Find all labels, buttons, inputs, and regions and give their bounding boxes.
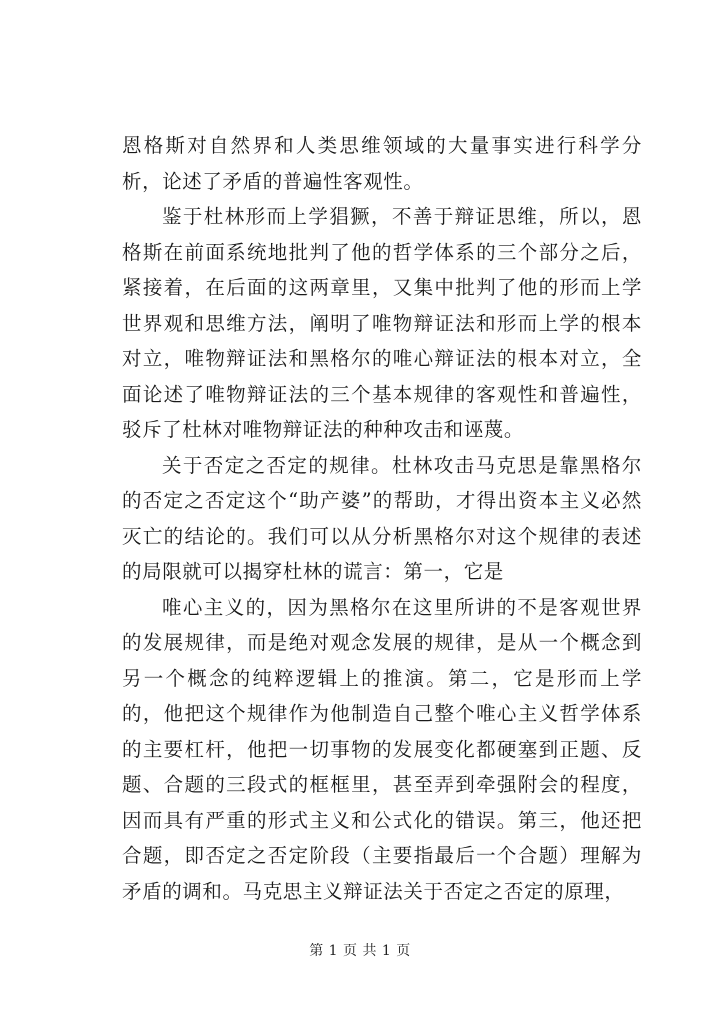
- document-body: [122, 128, 642, 909]
- page-footer: 第 1 页 共 1 页: [309, 943, 411, 959]
- paragraph-2: 鉴于杜林形而上学猖獗，不善于辩证思维，所以，恩格斯在前面系统地批判了他的哲学体系的三个部分之后，紧接着，在后面的这两章里，又集中批判了他的形而上学世界观和思维方法，阐明了唯物辩证法和形而上学的根本对立，唯物辩证法和黑格尔的唯心辩证法的根本对立，全面论述了唯物辩证法的三个基本规律的客观性和普遍性，驳斥了杜林对唯物辩证法的种种攻击和诬蔑。: [122, 205, 642, 441]
- paragraph-4: 唯心主义的，因为黑格尔在这里所讲的不是客观世界的发展规律，而是绝对观念发展的规律，是从一个概念到另一个概念的纯粹逻辑上的推演。第二，它是形而上学的，他把这个规律作为他制造自己整个唯心主义哲学体系的主要杠杆，他把一切事物的发展变化都硬塞到正题、反题、合题的三段式的框框里，甚至弄到牵强附会的程度，因而具有严重的形式主义和公式化的错误。第三，他还把合题，即否定之否定阶段（主要指最后一个合题）理解为矛盾的调和。马克思主义辩证法关于否定之否定的原理，: [122, 595, 642, 903]
- paragraph-3: 关于否定之否定的规律。杜林攻击马克思是靠黑格尔的否定之否定这个“助产婆”的帮助，才得出资本主义必然灭亡的结论的。我们可以从分析黑格尔对这个规律的表述的局限就可以揭穿杜林的谎言：第一，它是: [122, 453, 642, 583]
- paragraph-1: 恩格斯对自然界和人类思维领域的大量事实进行科学分析，论述了矛盾的普遍性客观性。: [122, 134, 642, 193]
